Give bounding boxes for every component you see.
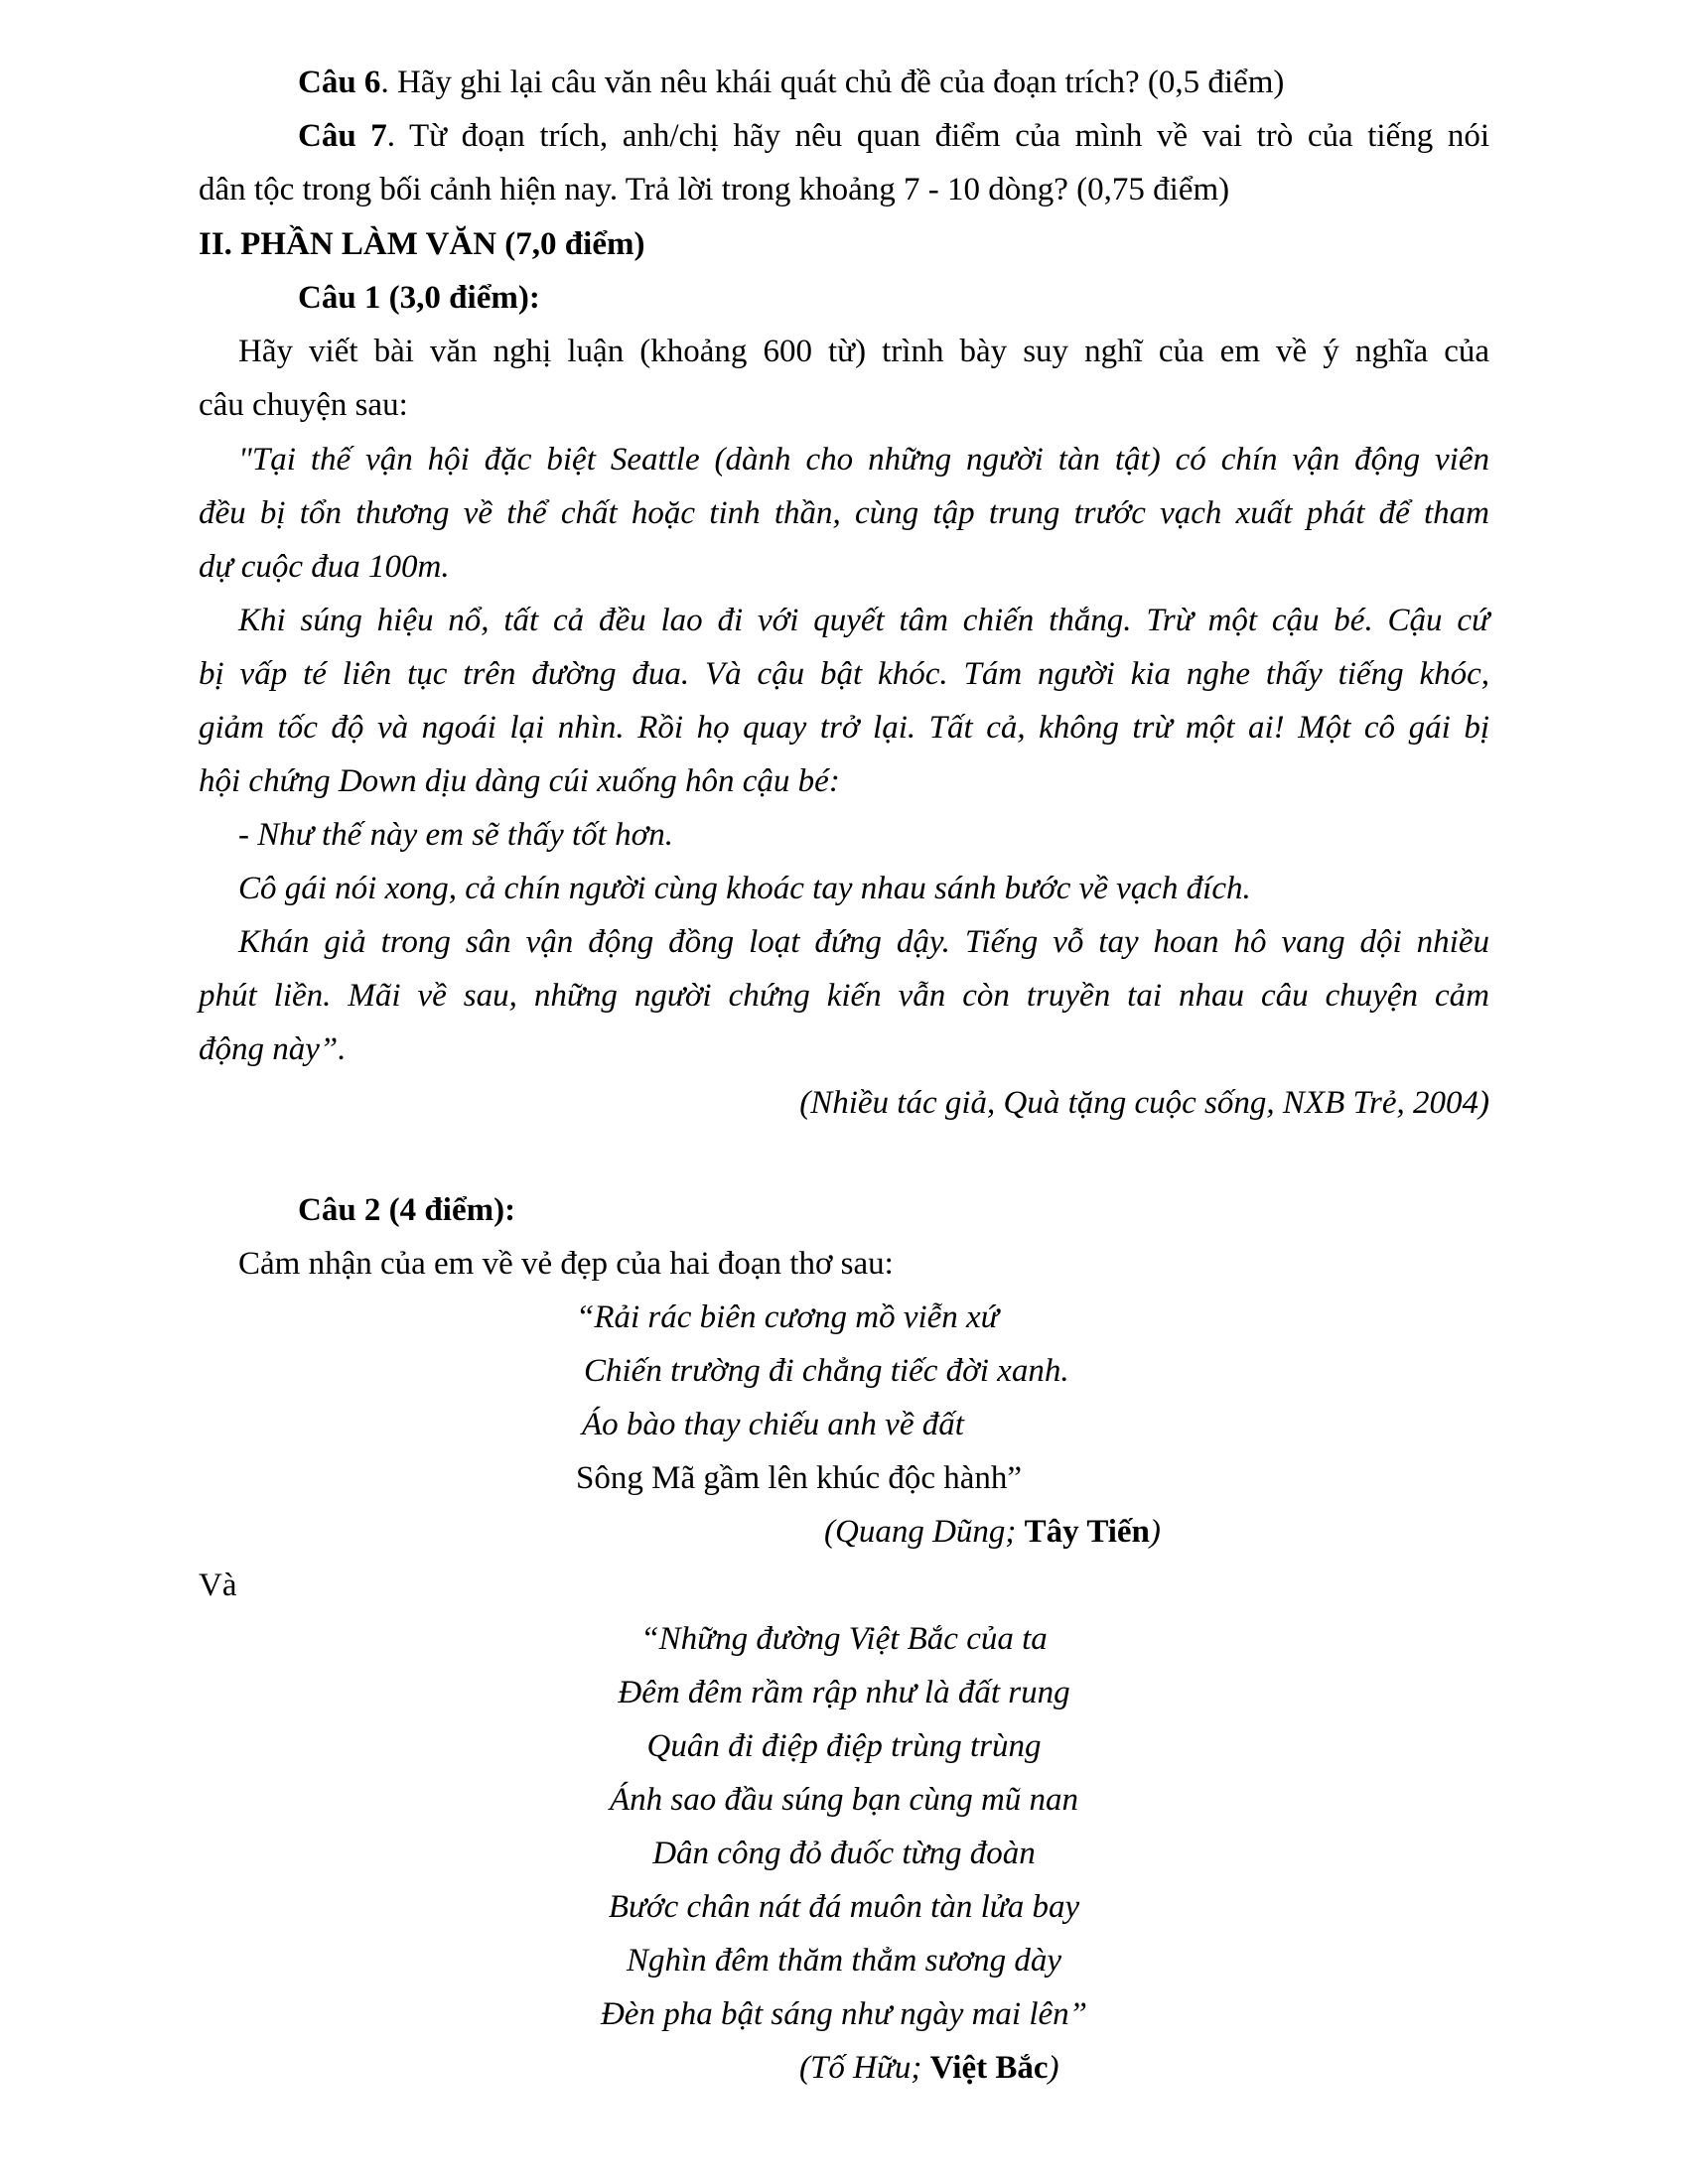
story-line: Cô gái nói xong, cả chín người cùng khoác tay nhau sánh bước về vạch đích. [238, 871, 1251, 906]
question-6 [298, 63, 1284, 102]
poem-2-line: Quân đi điệp điệp trùng trùng [646, 1728, 1042, 1764]
question-6-text: . Hãy ghi lại câu văn nêu khái quát chủ đề của đoạn trích? (0,5 điểm) [380, 65, 1285, 100]
poem-2-source-close: ) [1048, 2050, 1059, 2086]
story-line: giảm tốc độ và ngoái lại nhìn. Rồi họ quay trở lại. Tất cả, không trừ một ai! Một cô gái bị [199, 710, 1489, 746]
story-line: "Tại thế vận hội đặc biệt Seattle (dành cho những người tàn tật) có chín vận động viên [238, 442, 1489, 478]
story-line: Khán giả trong sân vận động đồng loạt đứng dậy. Tiếng vỗ tay hoan hô vang dội nhiều [238, 924, 1489, 960]
story-line: đều bị tổn thương về thể chất hoặc tinh thần, cùng tập trung trước vạch xuất phát để tham [199, 495, 1489, 531]
cau-2-heading: Câu 2 (4 điểm): [298, 1192, 516, 1228]
poem-2-line: “Những đường Việt Bắc của ta [640, 1621, 1048, 1657]
cau-1-prompt-line-1: Hãy viết bài văn nghị luận (khoảng 600 từ) trình bày suy nghĩ của em về ý nghĩa của [238, 334, 1489, 369]
story-line: động này”. [199, 1031, 347, 1067]
question-6-label: Câu 6 [298, 65, 381, 100]
connector: Và [199, 1568, 237, 1603]
part-2-heading: II. PHẦN LÀM VĂN (7,0 điểm) [199, 226, 645, 262]
poem-1-line: Áo bào thay chiếu anh về đất [582, 1407, 964, 1442]
poem-2-author: (Tố Hữu; [799, 2050, 930, 2086]
cau-1-prompt-line-2: câu chuyện sau: [199, 387, 408, 423]
poem-2-line: Bước chân nát đá muôn tàn lửa bay [608, 1889, 1080, 1925]
story-line: Khi súng hiệu nổ, tất cả đều lao đi với quyết tâm chiến thắng. Trừ một cậu bé. Cậu cứ [238, 603, 1489, 638]
story-line: phút liền. Mãi về sau, những người chứng kiến vẫn còn truyền tai nhau câu chuyện cảm [199, 978, 1489, 1014]
poem-1-line: Sông Mã gầm lên khúc độc hành” [576, 1460, 1023, 1496]
poem-1-source [824, 1512, 1161, 1552]
poem-2-source [799, 2048, 1059, 2088]
poem-2-line: Nghìn đêm thăm thẳm sương dày [626, 1943, 1061, 1979]
poem-1-title: Tây Tiến [1024, 1514, 1150, 1550]
story-line: bị vấp té liên tục trên đường đua. Và cậu bật khóc. Tám người kia nghe thấy tiếng khóc, [199, 656, 1489, 692]
cau-1-heading: Câu 1 (3,0 điểm): [298, 280, 540, 316]
poem-2-line: Dân công đỏ đuốc từng đoàn [652, 1836, 1036, 1871]
question-7-line-2: dân tộc trong bối cảnh hiện nay. Trả lời trong khoảng 7 - 10 dòng? (0,75 điểm) [199, 172, 1230, 207]
poem-1-author: (Quang Dũng; [824, 1514, 1025, 1550]
poem-2-title: Việt Bắc [929, 2050, 1049, 2086]
poem-2-line: Ánh sao đầu súng bạn cùng mũ nan [609, 1782, 1079, 1818]
question-7-line-1 [298, 116, 1489, 156]
poem-1-source-close: ) [1149, 1514, 1161, 1550]
story-line: - Như thế này em sẽ thấy tốt hơn. [238, 817, 673, 853]
poem-2-line: Đèn pha bật sáng như ngày mai lên” [600, 1996, 1088, 2032]
poem-2-line: Đêm đêm rầm rập như là đất rung [618, 1675, 1070, 1710]
story-line: dự cuộc đua 100m. [199, 549, 450, 585]
poem-1-line: Chiến trường đi chẳng tiếc đời xanh. [584, 1353, 1069, 1389]
poem-1-line: “Rải rác biên cương mồ viễn xứ [576, 1299, 999, 1335]
question-7-text: . Từ đoạn trích, anh/chị hãy nêu quan điểm của mình về vai trò của tiếng nói [386, 118, 1489, 154]
story-source: (Nhiều tác giả, Quà tặng cuộc sống, NXB Trẻ, 2004) [799, 1085, 1489, 1121]
cau-2-prompt: Cảm nhận của em về vẻ đẹp của hai đoạn thơ sau: [238, 1246, 894, 1282]
story-line: hội chứng Down dịu dàng cúi xuống hôn cậu bé: [199, 763, 840, 799]
question-7-label: Câu 7 [298, 118, 387, 154]
